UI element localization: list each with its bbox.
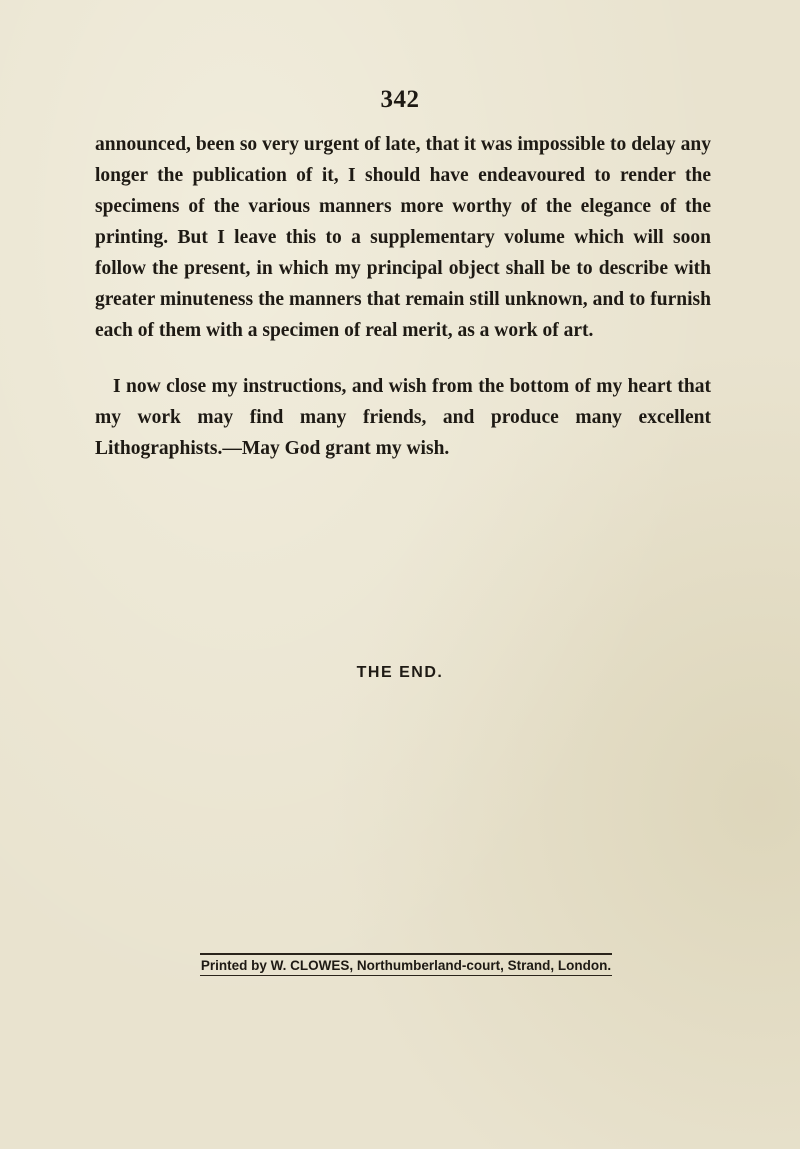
- bottom-rule: [200, 975, 612, 976]
- paragraph: I now close my instructions, and wish from the bottom of my heart that my work may find many friends, and produce many excellent Lithographists.—May God grant my wish.: [95, 376, 711, 459]
- printer-imprint: Printed by W. CLOWES, Northumberland-court, Strand, London.: [200, 958, 612, 973]
- page-number: 342: [380, 86, 420, 113]
- paragraph: announced, been so very urgent of late, that it was impossible to delay any longer the publication of it, I should have endeavoured to render the specimens of the various manners more worthy of the elegance of the printing. But I leave this to a supplementary volume which will soon follow the present, in which my principal object shall be to describe with greater minuteness the manners that remain still unknown, and to furnish each of them with a specimen of real merit, as a work of art.: [95, 134, 711, 341]
- printer-imprint-block: [200, 953, 612, 976]
- the-end-heading: THE END.: [356, 664, 444, 681]
- body-text: [95, 129, 711, 464]
